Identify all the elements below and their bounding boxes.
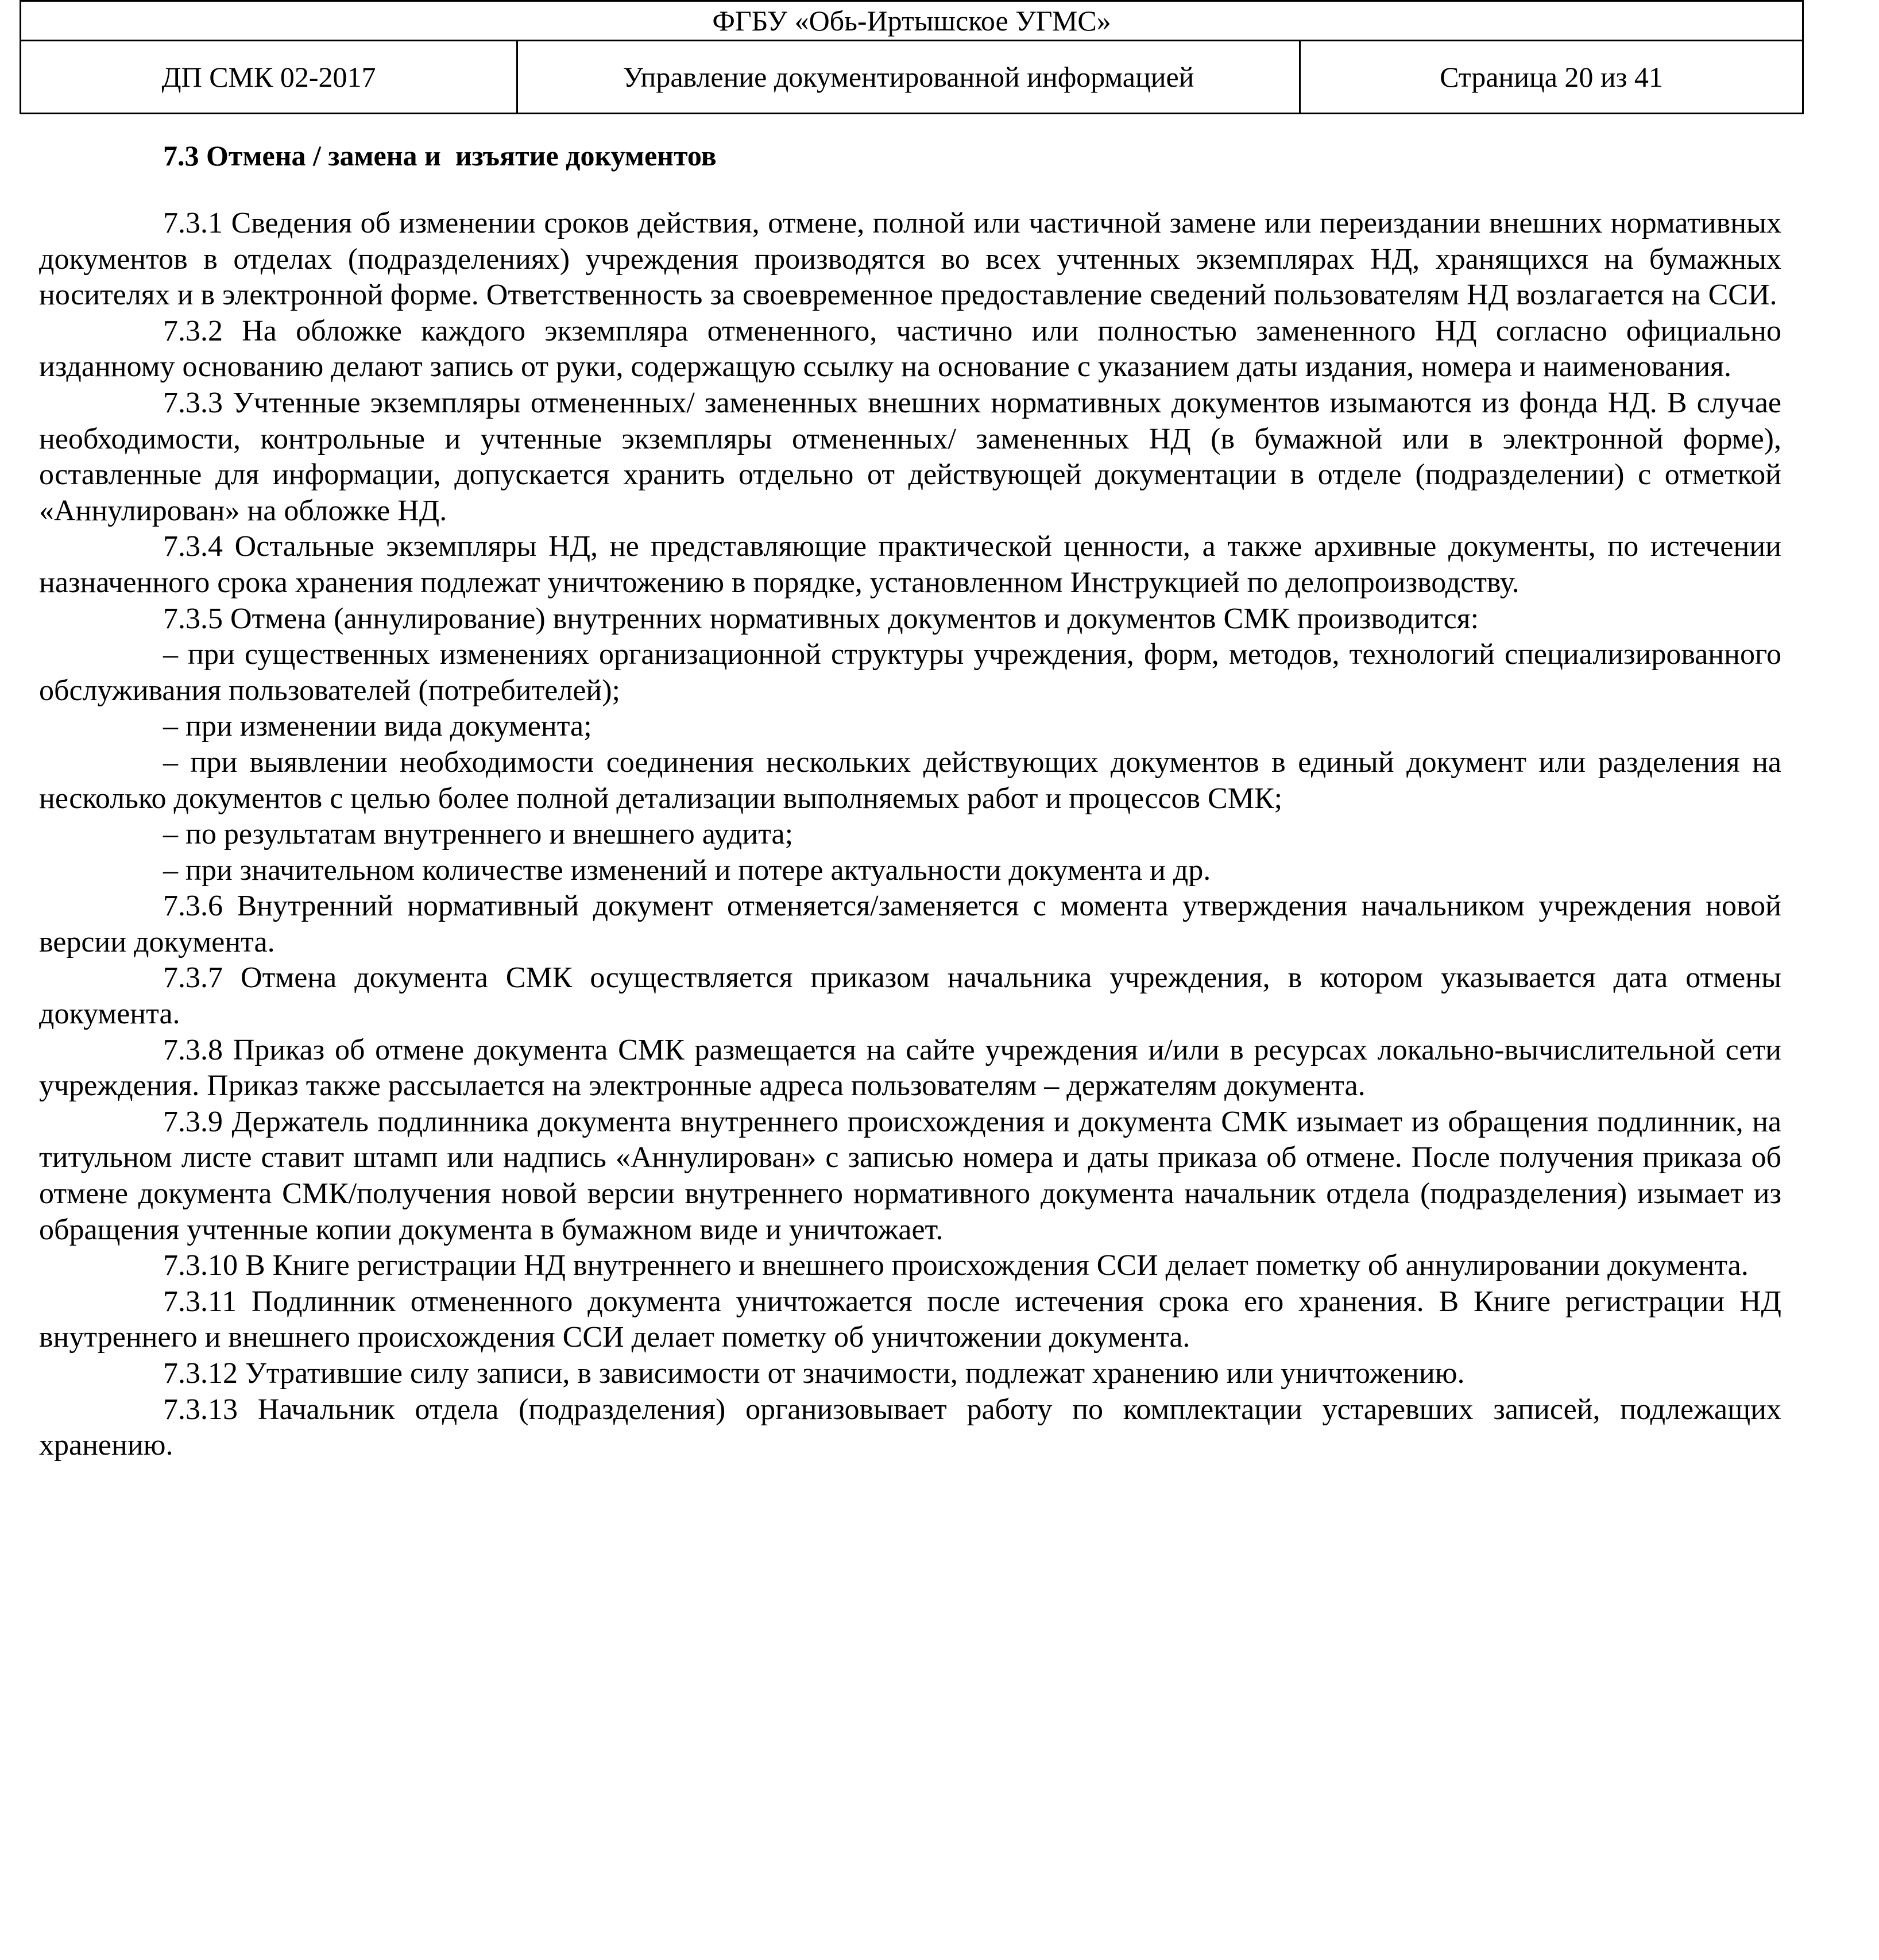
header-info-row (21, 41, 1803, 114)
list-item: – при изменении вида документа; (163, 710, 592, 743)
paragraph-7-3-6: 7.3.6 Внутренний нормативный документ отменяется/заменяется с момента утверждения начальником учреждения новой версии документа. (39, 890, 1781, 958)
paragraph-7-3-8: 7.3.8 Приказ об отмене документа СМК размещается на сайте учреждения и/или в ресурсах локально-вычислительной сети учреждения. Приказ также рассылается на электронные адреса пользователям – держателям документа. (39, 1033, 1781, 1103)
paragraph-7-3-13: 7.3.13 Начальник отдела (подразделения) организовывает работу по комплектации устаревших записей, подлежащих хранению. (39, 1393, 1781, 1462)
paragraph-7-3-3: 7.3.3 Учтенные экземпляры отмененных/ замененных внешних нормативных документов изымаются из фонда НД. В случае необходимости, контрольные и учтенные экземпляры отмененных/ замененных НД (в бумажной или в электронной форме), оставленные для информации, допускается хранить отдельно от действующей документации в отделе (подразделении) с отметкой «Аннулирован» на обложке НД. (39, 386, 1781, 527)
paragraph-7-3-12: 7.3.12 Утратившие силу записи, в зависимости от значимости, подлежат хранению или уничтожению. (163, 1357, 1465, 1390)
paragraph-7-3-7: 7.3.7 Отмена документа СМК осуществляется приказом начальника учреждения, в котором указывается дата отмены документа. (39, 961, 1781, 1031)
list-item: – при значительном количестве изменений и потере актуальности документа и др. (163, 853, 1211, 887)
paragraph-7-3-9: 7.3.9 Держатель подлинника документа внутреннего происхождения и документа СМК изымает из обращения подлинник, на титульном листе ставит штамп или надпись «Аннулирован» с записью номера и даты приказа об отмене. После получения приказа об отмене документа СМК/получения новой версии внутреннего нормативного документа начальник отдела (подразделения) изымает из обращения учтенные копии документа в бумажном виде и уничтожает. (39, 1105, 1781, 1246)
list-item: – при существенных изменениях организационной структуры учреждения, форм, методов, технологий специализированного обслуживания пользователей (потребителей); (39, 638, 1781, 707)
section-heading: 7.3 Отмена / замена и изъятие документов (163, 140, 717, 172)
paragraph-7-3-5: 7.3.5 Отмена (аннулирование) внутренних нормативных документов и документов СМК производится: (163, 602, 1479, 635)
paragraph-7-3-10: 7.3.10 В Книге регистрации НД внутреннего и внешнего происхождения ССИ делает пометку об аннулировании документа. (163, 1249, 1749, 1282)
header-organization-row (21, 1, 1803, 41)
paragraph-7-3-11: 7.3.11 Подлинник отмененного документа уничтожается после истечения срока его хранения. В Книге регистрации НД внутреннего и внешнего происхождения ССИ делает пометку об уничтожении документа. (39, 1285, 1781, 1354)
page-number: Страница 20 из 41 (1300, 41, 1803, 114)
paragraph-7-3-4: 7.3.4 Остальные экземпляры НД, не представляющие практической ценности, а также архивные документы, по истечении назначенного срока хранения подлежат уничтожению в порядке, установленном Инструкцией по делопроизводству. (39, 530, 1781, 599)
document-code: ДП СМК 02-2017 (21, 41, 517, 114)
paragraph-7-3-1: 7.3.1 Сведения об изменении сроков действия, отмене, полной или частичной замене или переиздании внешних нормативных документов в отделах (подразделениях) учреждения производятся во всех учтенных экземплярах НД, хранящихся на бумажных носителях и в электронной форме. Ответственность за своевременное предоставление сведений пользователям НД возлагается на ССИ. (39, 207, 1781, 312)
document-header-table (20, 0, 1804, 114)
section-body (39, 206, 1781, 1464)
organization-name: ФГБУ «Обь-Иртышское УГМС» (21, 1, 1803, 41)
document-title: Управление документированной информацией (517, 41, 1300, 114)
list-item: – при выявлении необходимости соединения нескольких действующих документов в единый документ или разделения на несколько документов с целью более полной детализации выполняемых работ и процессов СМК; (39, 745, 1781, 815)
paragraph-7-3-2: 7.3.2 На обложке каждого экземпляра отмененного, частично или полностью замененного НД согласно официально изданному основанию делают запись от руки, содержащую ссылку на основание с указанием даты издания, номера и наименования. (39, 314, 1781, 384)
list-item: – по результатам внутреннего и внешнего аудита; (163, 818, 794, 851)
